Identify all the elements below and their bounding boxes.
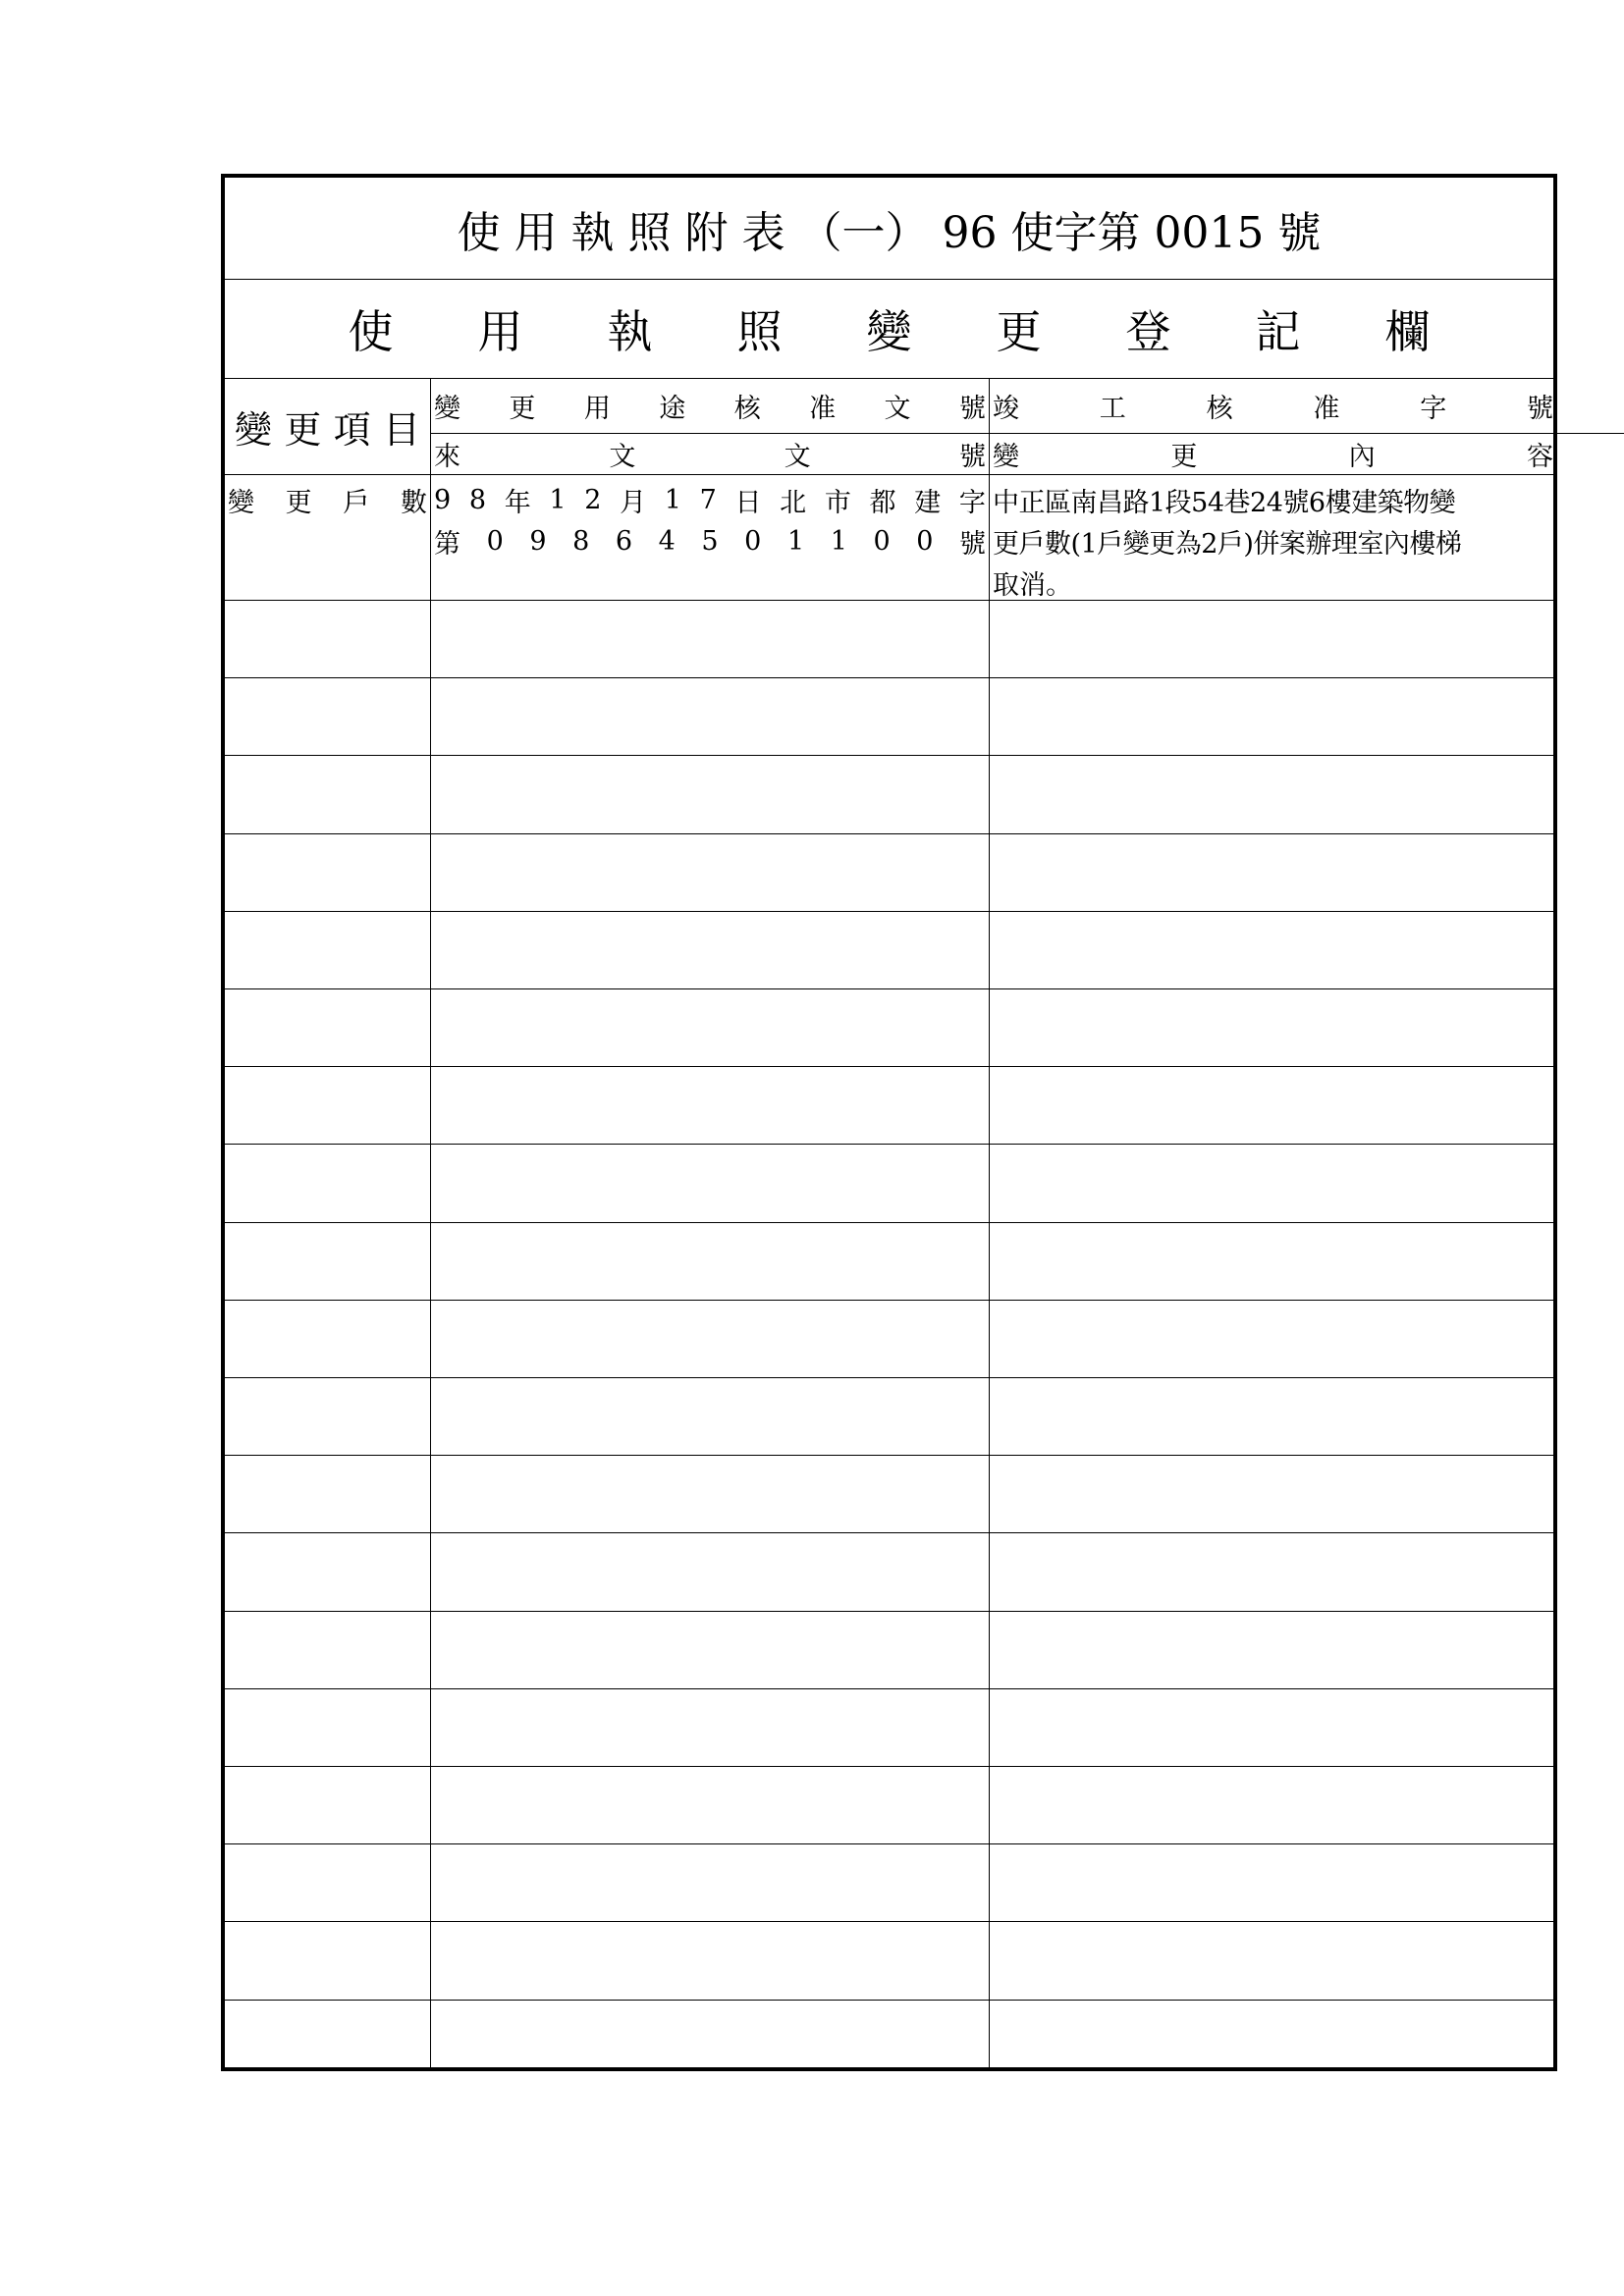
entry-item [225,482,430,517]
col-divider-1 [430,379,431,2071]
header-char: 文 [609,442,636,472]
entry-char: 日 [734,487,762,518]
header-char: 變 [993,442,1019,472]
subtitle-char: 用 [477,305,523,358]
entry-char: 市 [824,487,851,518]
header-char: 項 [333,408,371,452]
header-incoming-doc-no [431,434,989,474]
header-char: 途 [659,394,686,424]
entry-char: 數 [400,487,427,518]
entry-char: 0 [916,525,934,557]
header-char: 竣 [993,394,1019,424]
row-divider [225,911,1553,912]
row-divider [225,755,1553,756]
entry-char: 8 [468,484,487,515]
subtitle-char: 照 [736,305,783,358]
subtitle-char: 記 [1255,305,1301,358]
row-divider [225,988,1553,989]
header-char: 字 [1420,394,1447,424]
header-char: 文 [784,442,811,472]
subtitle-char: 更 [996,305,1042,358]
entry-char: 1 [830,525,847,557]
entry-char: 0 [486,525,504,557]
header-char: 工 [1099,394,1126,424]
header-char: 核 [1206,394,1233,424]
entry-char: 第 [434,528,460,560]
header-char: 來 [434,442,460,472]
entry-char: 7 [699,484,717,515]
entry-char: 4 [658,525,676,557]
header-char: 更 [1170,442,1198,472]
row-divider [225,1921,1553,1922]
entry-char: 0 [744,525,762,557]
row-divider [225,1144,1553,1145]
row-divider [225,2000,1553,2001]
header-char: 容 [1526,442,1553,472]
entry-char: 號 [959,528,986,560]
entry-content-line1: 中正區南昌路1段54巷24號6樓建築物變 [993,487,1456,518]
subtitle-char: 登 [1125,305,1171,358]
entry-doc-line1 [431,482,989,517]
row-divider [225,1222,1553,1223]
row-divider [225,1455,1553,1456]
header-completion-no [990,379,1556,433]
entry-char: 變 [228,487,254,518]
entry-char: 1 [786,525,805,557]
header-char: 號 [1526,394,1553,424]
header-char: 文 [884,394,911,424]
header-char: 內 [1348,442,1376,472]
entry-char: 建 [914,487,942,518]
entry-char: 9 [434,484,452,515]
entry-char: 5 [701,525,719,557]
entry-doc-line2 [431,523,989,559]
header-char: 更 [509,394,536,424]
entry-char: 月 [620,487,647,518]
row-divider [225,677,1553,678]
header-char: 更 [284,408,322,452]
entry-char: 1 [664,484,681,515]
row-divider [225,833,1553,834]
row-divider [225,600,1553,601]
header-char: 變 [434,394,460,424]
header-char: 目 [382,408,420,452]
entry-char: 9 [529,525,547,557]
entry-char: 1 [549,484,567,515]
form-subtitle [225,280,1553,379]
subtitle-char: 欄 [1384,305,1431,358]
row-divider [225,1532,1553,1533]
registration-form [221,174,1557,2071]
subtitle-char: 執 [607,305,653,358]
entry-char: 6 [615,525,633,557]
row-divider [225,1377,1553,1378]
header-char: 號 [958,394,986,424]
entry-content-line2: 更戶數(1戶變更為2戶)併案辦理室內樓梯 [993,528,1462,560]
entry-char: 2 [584,484,602,515]
header-approval-doc-no [431,379,989,433]
row-divider [225,1843,1553,1844]
entry-char: 字 [958,487,986,518]
header-change-content [990,434,1556,474]
header-bottom-divider [225,474,1553,475]
subtitle-char: 使 [348,305,394,358]
entry-char: 都 [869,487,896,518]
header-char: 號 [958,442,986,472]
header-char: 用 [583,394,611,424]
row-divider [225,1611,1553,1612]
header-char: 准 [809,394,837,424]
entry-char: 8 [572,525,590,557]
entry-char: 戶 [343,487,370,518]
row-divider [225,1766,1553,1767]
subtitle-char: 變 [866,305,912,358]
col-divider-2 [989,379,990,2071]
row-divider [225,1688,1553,1689]
row-divider [225,1300,1553,1301]
entry-char: 更 [285,487,312,518]
header-char: 變 [235,408,273,452]
entry-char: 0 [873,525,891,557]
header-char: 核 [733,394,761,424]
entry-content-line3: 取消。 [993,569,1072,601]
entry-char: 年 [504,487,531,518]
header-change-item [225,379,430,474]
row-divider [225,1066,1553,1067]
form-title: 使 用 執 照 附 表 （一） 96 使字第 0015 號 [225,178,1553,280]
entry-char: 北 [780,487,807,518]
header-char: 准 [1313,394,1340,424]
